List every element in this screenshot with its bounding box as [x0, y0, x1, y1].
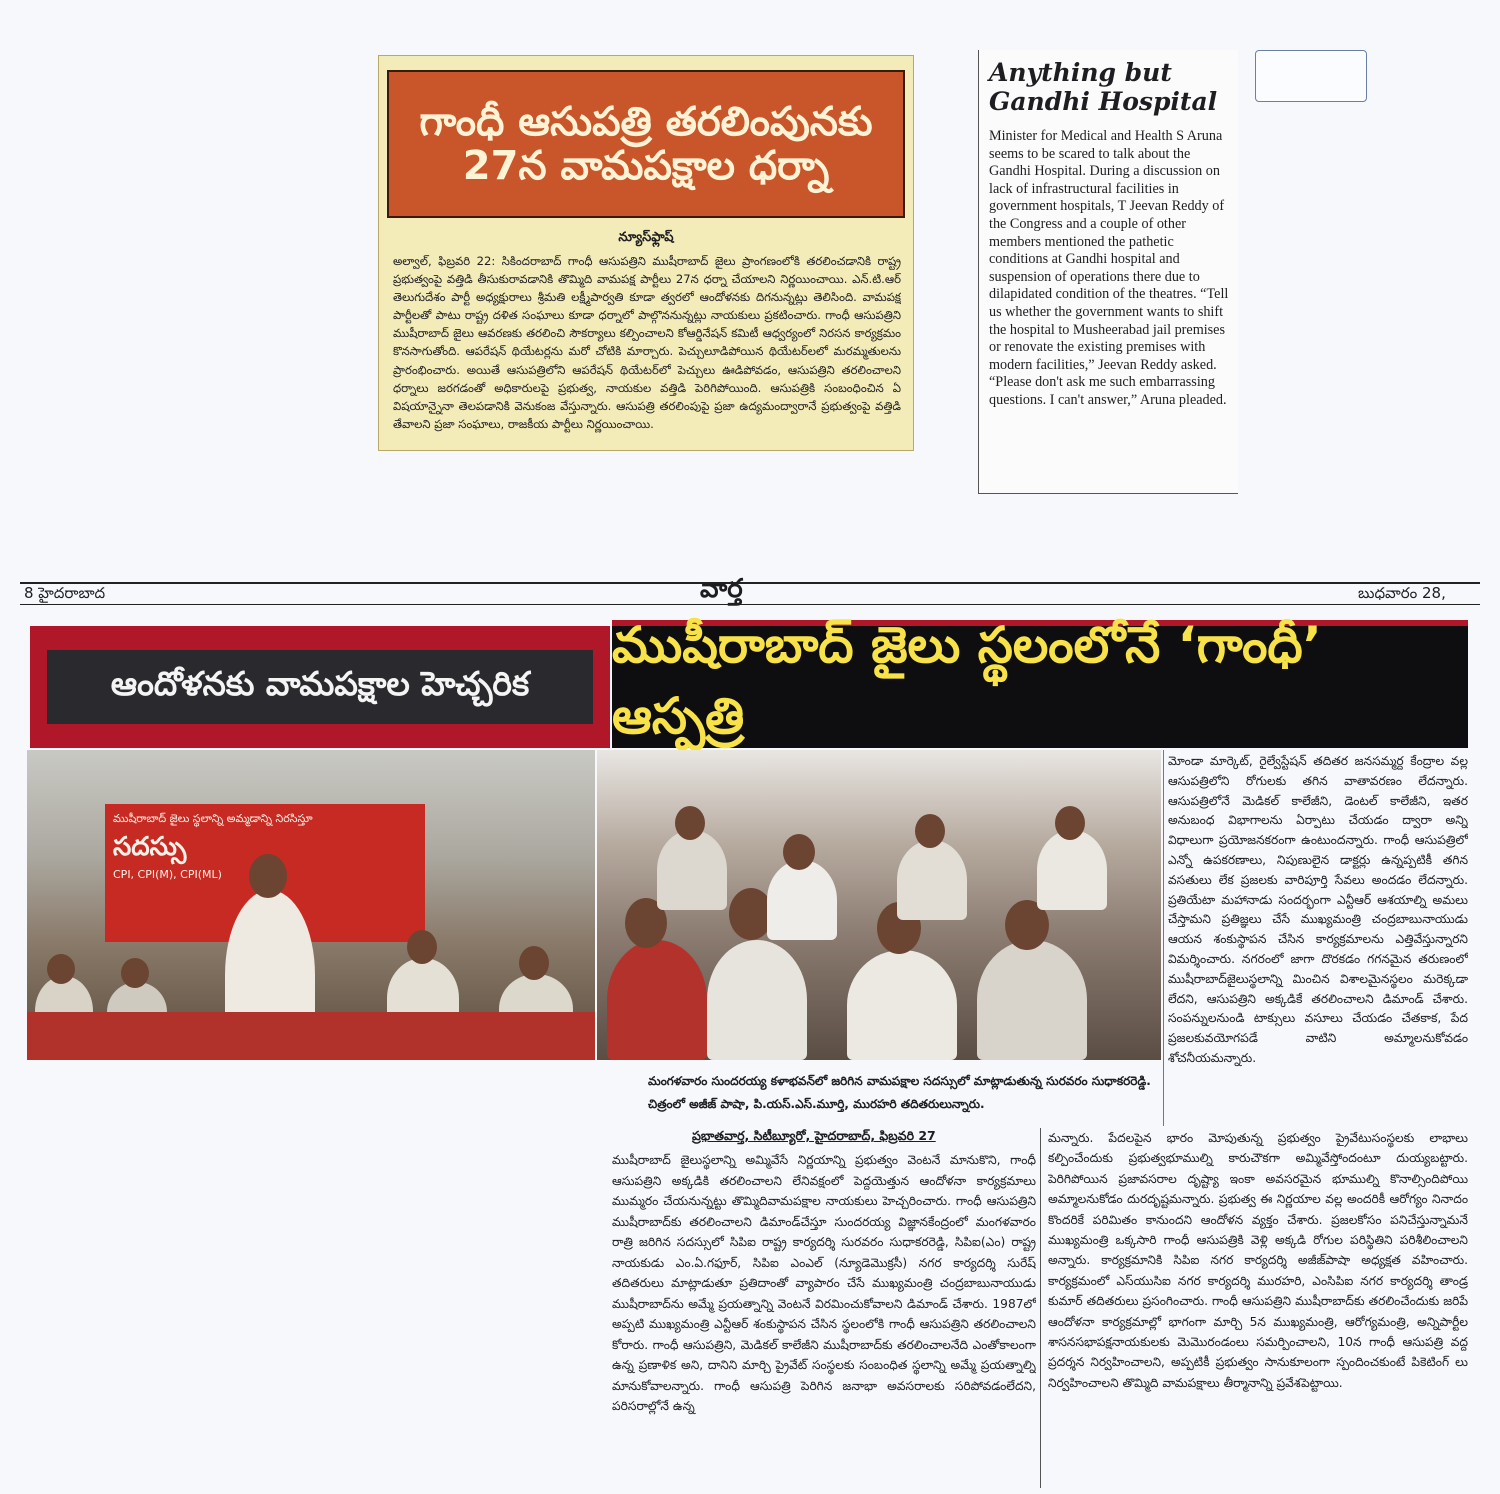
banner-left-text: ఆందోళనకు వామపక్షాల హెచ్చరిక — [47, 650, 593, 724]
seated-head — [47, 954, 75, 984]
photo-caption: మంగళవారం సుందరయ్య కళాభవన్‌లో జరిగిన వామపక్షాల సదస్సులో మాట్లాడుతున్న సురవరం సుధాకరరెడ్డి. చిత్రంలో అజీజ్ పాషా, పి.యస్.ఎస్.మూర్తి, మురహరి తదితరులున్నారు. — [648, 1074, 1151, 1111]
audience-member — [607, 940, 707, 1060]
clipping-byline: న్యూస్‌ఫ్లాష్ — [618, 230, 674, 245]
newspaper-title: వార్త — [700, 574, 743, 604]
audience-member — [847, 950, 957, 1060]
column-divider — [1040, 1128, 1041, 1488]
audience-head — [675, 806, 705, 840]
speaker-head — [249, 854, 287, 898]
photo-speaker — [27, 750, 595, 1060]
banner-left — [30, 626, 610, 748]
audience-head — [783, 834, 815, 870]
english-news-clipping — [978, 50, 1238, 494]
english-headline — [989, 58, 1234, 116]
audience-member — [707, 940, 807, 1060]
audience-member — [657, 830, 727, 910]
stamp-box — [1255, 50, 1367, 102]
audience-member — [977, 940, 1087, 1060]
audience-member — [1037, 830, 1107, 910]
telugu-news-clipping — [378, 55, 914, 451]
article-continuation-column: మన్నారు. పేదలపైన భారం మోపుతున్న ప్రభుత్వం ప్రైవేటుసంస్థలకు లాభాలు కల్పించేందుకు ప్రభుత్వభూముల్ని కారుచౌకగా అమ్మివేస్తోందంటూ దుయ్యబట్టారు. పెరిగిపోయిన ప్రజావసరాల దృష్ట్యా ఇంకా అవసరమైన భూముల్ని కొనాల్సిందిపోయి అమ్మాలనుకోడం దురదృష్టమన్నారు. ప్రభుత్వ ఈ నిర్ణయాల వల్ల అందరికీ ఆరోగ్యం నినాదం కొందరికే పరిమితం కానుందని ఆందోళన వ్యక్తం చేశారు. ప్రజలకోసం పనిచేస్తున్నామనే ముఖ్యమంత్రి ఒక్కసారి గాంధీ ఆసుపత్రికి వెళ్లి అక్కడి రోగుల పరిస్థితిని పరిశీలించాలని అన్నారు. కార్యక్రమానికి సిపిఐ నగర కార్యదర్శి అజీజ్‌పాషా అధ్యక్షత వహించారు. కార్యక్రమంలో ఎస్‌యుసిఐ నగర కార్యదర్శి మురహరి, ఎంసిపిఐ నగర కార్యదర్శి తాండ్ర కుమార్ తదితరులు ప్రసంగించారు. గాంధీ ఆసుపత్రిని ముషీరాబాద్‌కు తరలించేందుకు జరిపే ఆందోళనా కార్యక్రమాల్లో భాగంగా మార్చి 5న ముఖ్యమంత్రి, ఆరోగ్యమంత్రి, అన్నిపార్టీల శాసనసభాపక్షనాయకులకు మెమొరండంలు సమర్పించాలని, 10న గాంధీ ఆసుపత్రి వద్ద ప్రదర్శన నిర్వహించాలని, అప్పటికీ ప్రభుత్వం సానుకూలంగా స్పందించకుంటే పికెటింగ్ లు నిర్వహించాలని తొమ్మిది వామపక్షాలు తీర్మానాన్ని ప్రవేశపెట్టాయి. — [1048, 1131, 1468, 1390]
masthead-rule-bottom — [20, 604, 1480, 605]
english-headline-line2: Gandhi Hospital — [989, 87, 1218, 116]
photo-audience — [597, 750, 1161, 1060]
sign-line1: ముషీరాబాద్ జైలు స్థలాన్ని అమ్మడాన్ని నిరసిస్తూ — [113, 812, 313, 825]
audience-member — [897, 840, 967, 920]
sign-line2: CPI, CPI(M), CPI(ML) — [113, 868, 222, 881]
podium-table — [27, 1012, 595, 1060]
clipping-body: అల్వాల్, ఫిబ్రవరి 22: సికిందరాబాద్ గాంధీ ఆసుపత్రిని ముషీరాబాద్ జైలు ప్రాంగణంలోకి తరలించడానికి రాష్ట్ర ప్రభుత్వంపై వత్తిడి తీసుకురావడానికి తొమ్మిది వామపక్ష పార్టీలు 27న ధర్నా చేయాలని నిర్ణయించాయి. ఎన్.టి.ఆర్ తెలుగుదేశం పార్టీ అధ్యక్షురాలు శ్రీమతి లక్ష్మీపార్వతి కూడా త్వరలో ఆందోళనకు దిగనున్నట్లు తెలిసింది. వామపక్ష పార్టీలతో పాటు రాష్ట్ర దళిత సంఘాలు కూడా ధర్నాలో పాల్గొననున్నట్లు నాయకులు ప్రకటించారు. గాంధీ ఆసుపత్రిని ముషీరాబాద్ జైలు ఆవరణకు తరలించి సౌకర్యాలు కల్పించాలని కోఆర్డినేషన్ కమిటీ ఆధ్వర్యంలో నిరసన కార్యక్రమం కొనసాగుతోంది. ఆపరేషన్ థియేటర్లను మరో చోటికి మార్చారు. పెచ్చులూడిపోయిన థియేటర్‌లలో మరమ్మతులను ప్రారంభించారు. అయితే ఆసుపత్రిలోని ఆపరేషన్ థియేటర్‌లో పెచ్చులు ఊడిపోవడం, ఆసుపత్రిని తరలించాలని ధర్నాలు జరగడంతో అధికారులపై ప్రభుత్వ, నాయకుల వత్తిడి పెరిగిపోయింది. ఆసుపత్రికి సంబంధించిన ఏ విషయాన్నైనా తెలపడానికి వెనుకంజ వేస్తున్నారు. ఆసుపత్రి తరలింపుపై ప్రజా ఉద్యమంద్వారానే ప్రభుత్వంపై వత్తిడి తేవాలని ప్రజా సంఘాలు, రాజకీయ పార్టీలు నిర్ణయించాయి. — [393, 254, 901, 431]
sign-big-text: సదస్సు — [113, 832, 187, 862]
article-dateline: ప్రభాతవార్త, సిటీబ్యూరో, హైదరాబాద్, ఫిబ్రవరి 27 — [692, 1128, 936, 1143]
clipping-headline: గాంధీ ఆసుపత్రి తరలింపునకు 27న వామపక్షాల ధర్నా — [387, 70, 905, 218]
page-number-city: 8 హైదరాబాద — [24, 584, 106, 602]
date-label: బుధవారం 28, — [1358, 584, 1446, 602]
seated-head — [407, 930, 437, 964]
english-headline-line1: Anything but — [989, 58, 1172, 87]
seated-head — [519, 946, 549, 980]
masthead-rule-top — [20, 582, 1480, 584]
audience-member — [767, 860, 837, 940]
english-body: Minister for Medical and Health S Aruna seems to be scared to talk about the Gandhi Hospital. During a discussion on lack of infrastructural facilities in government hospitals, T Jeevan Reddy of the Congress and a couple of other members mentioned the pathetic conditions at Gandhi hospital and suspension of operations there due to dilapidated condition of the theatres. “Tell us whether the government wants to shift the hospital to Musheerabad jail premises or renovate the existing premises with modern facilities,” Jeevan Reddy asked. “Please don't ask me such embarrassing questions. I can't answer,” Aruna pleaded. — [989, 128, 1229, 408]
audience-head — [1055, 806, 1085, 840]
seated-head — [121, 958, 149, 988]
banner-main-headline: ముషీరాబాద్ జైలు స్థలంలోనే ‘గాంధీ’ ఆస్పత్రి — [612, 620, 1468, 748]
column-divider — [1163, 750, 1164, 1126]
audience-head — [915, 814, 945, 848]
article-main-column: ముషీరాబాద్ జైలుస్థలాన్ని అమ్మివేసే నిర్ణయాన్ని ప్రభుత్వం వెంటనే మానుకొని, గాంధీ ఆసుపత్రిని అక్కడికి తరలించాలని లేనివక్షంలో పెద్దయెత్తున ఆందోళనా కార్యక్రమాలు ముమ్మరం చేయనున్నట్టు తొమ్మిదివామపక్షాల నాయకులు హెచ్చరించారు. గాంధీ ఆసుపత్రిని ముషీరాబాద్‌కు తరలించాలని డిమాండ్‌చేస్తూ సుందరయ్య విజ్ఞానకేంద్రంలో మంగళవారం రాత్రి జరిగిన సదస్సులో సిపిఐ రాష్ట్ర కార్యదర్శి సురవరం సుధాకరరెడ్డి, సిపిఐ(ఎం) రాష్ట్ర నాయకుడు ఎం.ఏ.గఫూర్, సిపిఐ ఎంఎల్ (న్యూడెమొక్రసీ) నగర కార్యదర్శి సురేష్ తదితరులు మాట్లాడుతూ ప్రతిదాంతో వ్యాపారం చేసే ముఖ్యమంత్రి చంద్రబాబునాయుడు ముషీరాబాద్‌ను అమ్మే ప్రయత్నాన్ని వెంటనే విరమించుకోవాలని డిమాండ్ చేశారు. 1987లో అప్పటి ముఖ్యమంత్రి ఎన్టీఆర్ శంకుస్థాపన చేసిన స్థలంలోకి గాంధీ ఆసుపత్రిని తరలించాలని కోరారు. గాంధీ ఆసుపత్రిని, మెడికల్ కాలేజీని ముషీరాబాద్‌కు తరలించాలనేది ఎంతోకాలంగా ఉన్న ప్రణాళిక అని, దానిని మార్చి ప్రైవేట్ సంస్థలకు సంబంధిత స్థలాన్ని అమ్మే ప్రయత్నాల్ని మానుకోవాలన్నారు. గాంధీ ఆసుపత్రి పెరిగిన జనాభా అవసరాలకు సరిపోవడంలేదని, పరిసరాల్లోనే ఉన్న — [612, 1153, 1036, 1413]
article-right-column: మోండా మార్కెట్, రైల్వేస్టేషన్ తదితర జనసమ్మర్ద కేంద్రాల వల్ల ఆసుపత్రిలోని రోగులకు తగిన వాతావరణం లేదన్నారు. ఆసుపత్రిలోనే మెడికల్ కాలేజీని, డెంటల్ కాలేజీని, ఇతర అనుబంధ విభాగాలను ఏర్పాటు చేయడం ద్వారా అన్ని విధాలుగా ప్రయోజనకరంగా ఉంటుందన్నారు. గాంధీ ఆసుపత్రిలో ఎన్నో ఉపకరణాలు, నిపుణులైన డాక్టర్లు ఉన్నప్పటికీ తగిన వసతులు లేక ప్రజలకు వారిపూర్తి సేవలు అందడం లేదన్నారు. ప్రతియేటా మహానాడు సందర్భంగా ఎన్టీఆర్ ఆశయాల్ని అమలు చేస్తామని ప్రతిజ్ఞలు చేసే ముఖ్యమంత్రి చంద్రబాబునాయుడు ఆయన శంకుస్థాపన చేసిన కార్యక్రమాలను ఎత్తివేస్తున్నారని విమర్శించారు. నగరంలో జాగా దొరకడం గగనమైన తరుణంలో ముషీరాబాద్‌జైలుస్థలాన్ని మించిన విశాలమైనస్థలం మరెక్కడా లేదని, ఆసుపత్రిని అక్కడికే తరలించాలని డిమాండ్ చేశారు. సంపన్నులనుండి టాక్సులు వసూలు చేయడం చేతకాక, పేద ప్రజలకువయోగపడే వాటిని అమ్మాలనుకోవడం శోచనీయమన్నారు. — [1168, 754, 1468, 1065]
